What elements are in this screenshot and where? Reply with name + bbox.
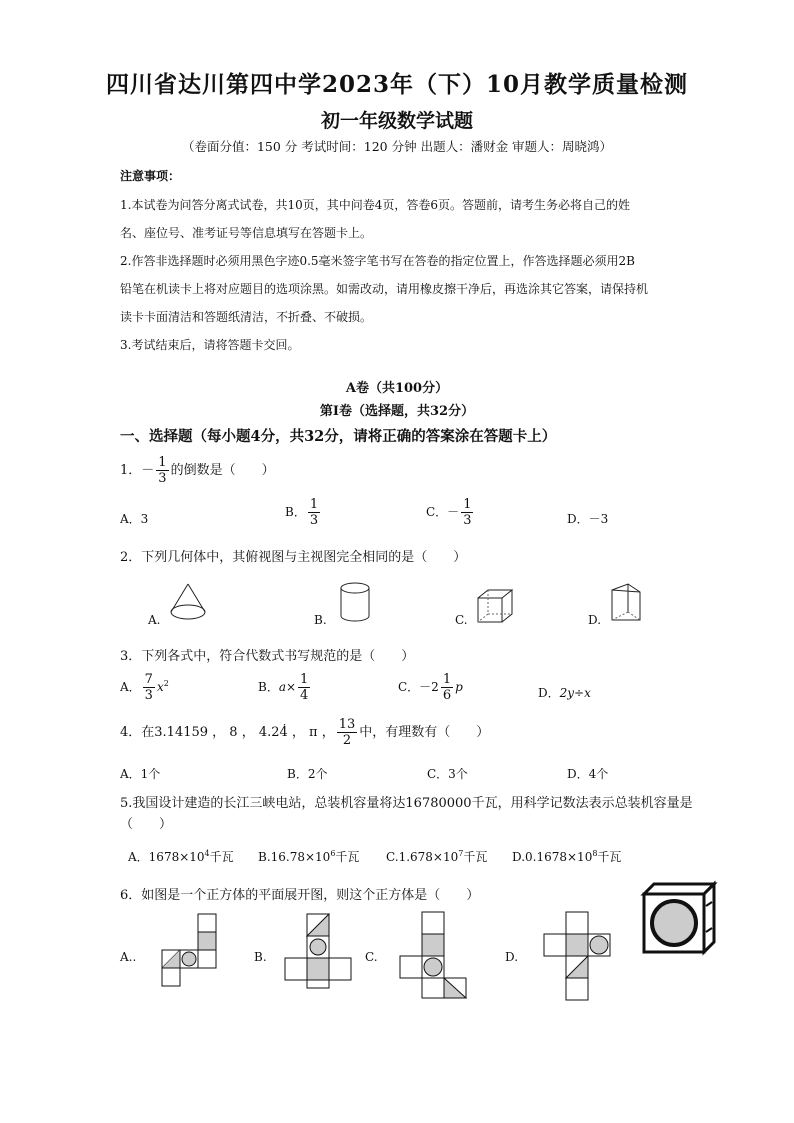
q6-option-b: B. bbox=[254, 950, 267, 964]
part-1-title: 第Ⅰ卷（选择题，共32分） bbox=[319, 404, 475, 419]
section-a-title: A卷（共100分） bbox=[345, 381, 449, 396]
q3-option-c: C．－2 $\frac{1}{6}$ p bbox=[398, 672, 463, 703]
notes-line-5: 读卡卡面清洁和答题纸清洁，不折叠、不破损。 bbox=[120, 310, 373, 324]
cylinder-icon bbox=[339, 582, 373, 624]
notes-line-4: 铅笔在机读卡上将对应题目的选项涂黑。如需改动，请用橡皮擦干净后，再选涂其它答案，请保持机 bbox=[120, 282, 649, 296]
triangular-prism-icon bbox=[610, 582, 642, 624]
cube-icon bbox=[476, 588, 514, 624]
cone-icon bbox=[168, 582, 208, 624]
notes-line-3: 2.作答非选择题时必须用黑色字迹0.5毫米签字笔书写在答卷的指定位置上，作答选择题必须用2B bbox=[120, 254, 635, 268]
q1-option-d: D．－3 bbox=[567, 512, 609, 526]
q3-option-d: D．2y÷x bbox=[538, 686, 591, 700]
q4-option-c: C．3个 bbox=[427, 767, 468, 781]
reference-cube-icon bbox=[642, 882, 716, 954]
q6-option-d: D. bbox=[505, 950, 519, 964]
q5-option-b: $B.16.78\times 10^6$千瓦 bbox=[258, 849, 360, 864]
net-b-diagram bbox=[283, 912, 353, 990]
exam-meta: （卷面分值：150 分 考试时间：120 分钟 出题人：潘财金 审题人：周晓鸿） bbox=[181, 139, 613, 154]
notes-line-6: 3.考试结束后，请将答题卡交回。 bbox=[120, 338, 300, 352]
question-5-line-2: （ ） bbox=[120, 817, 173, 832]
exam-subtitle: 初一年级数学试题 bbox=[320, 110, 473, 132]
net-a-diagram bbox=[160, 912, 220, 990]
exam-title: 四川省达川第四中学2023年（下）10月教学质量检测 bbox=[105, 71, 689, 98]
net-d-diagram bbox=[542, 910, 614, 1004]
question-1: 1．－ $\frac{1}{3}$ 的倒数是（ ） bbox=[120, 455, 275, 486]
net-c-diagram bbox=[398, 910, 468, 1000]
question-4: 4．在3.14159 ， 8 ， 4.24̇̇ ， π ， $\frac{13}{2}$ 中，有理数有（ ） bbox=[120, 717, 490, 748]
q1-option-b: B． $\frac{1}{3}$ bbox=[285, 497, 319, 528]
section-heading: 一、选择题（每小题4分，共32分，请将正确的答案涂在答题卡上） bbox=[120, 428, 557, 445]
q6-option-a: A.. bbox=[120, 950, 137, 964]
q3-option-a: A． $\frac{7}{3}$ $x^2$ bbox=[120, 672, 169, 703]
q5-option-d: $D.0.1678\times 10^8$千瓦 bbox=[512, 849, 622, 864]
q2-option-d: D. bbox=[588, 613, 602, 627]
q5-option-a: A．$1678\times 10^4$千瓦 bbox=[128, 849, 234, 864]
q3-option-b: B．a× $\frac{1}{4}$ bbox=[258, 672, 309, 703]
notes-line-2: 名、座位号、准考证号等信息填写在答题卡上。 bbox=[120, 226, 373, 240]
notes-heading: 注意事项： bbox=[120, 169, 181, 183]
q2-option-b: B. bbox=[314, 613, 327, 627]
q1-option-a: A．3 bbox=[120, 512, 149, 526]
q4-option-a: A．1个 bbox=[120, 767, 161, 781]
q6-option-c: C. bbox=[365, 950, 378, 964]
question-3: 3．下列各式中，符合代数式书写规范的是（ ） bbox=[120, 649, 415, 664]
q4-option-d: D．4个 bbox=[567, 767, 609, 781]
notes-line-1: 1.本试卷为问答分离式试卷，共10页，其中问卷4页，答卷6页。答题前，请考生务必将自己的姓 bbox=[120, 198, 630, 212]
q5-option-c: $C.1.678\times 10^7$千瓦 bbox=[386, 849, 488, 864]
question-2: 2．下列几何体中，其俯视图与主视图完全相同的是（ ） bbox=[120, 550, 467, 565]
q4-option-b: B．2个 bbox=[287, 767, 328, 781]
question-5: 5.我国设计建造的长江三峡电站，总装机容量将达16780000千瓦，用科学记数法表示总装机容量是 bbox=[120, 796, 693, 811]
question-6: 6．如图是一个正方体的平面展开图，则这个正方体是（ ） bbox=[120, 888, 480, 903]
q1-option-c: C．－ $\frac{1}{3}$ bbox=[426, 497, 472, 528]
q2-option-c: C. bbox=[455, 613, 468, 627]
q2-option-a: A. bbox=[148, 613, 161, 627]
